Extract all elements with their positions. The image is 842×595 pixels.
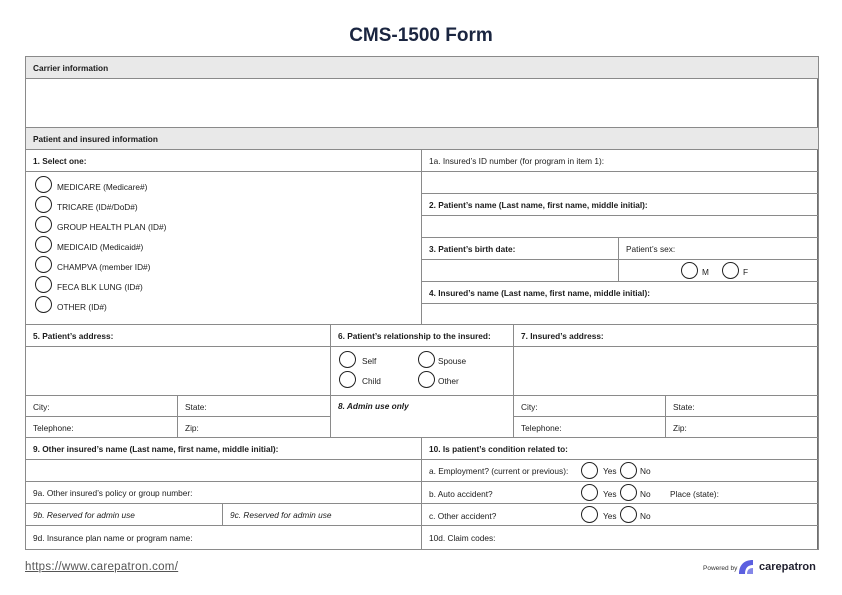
- item2-label: 2. Patient’s name (Last name, first name, middle initial):: [429, 200, 648, 210]
- item10d-label: 10d. Claim codes:: [429, 533, 496, 543]
- item1-label-cell: [25, 149, 422, 172]
- item10c-row: [421, 503, 819, 526]
- item10-label-cell: [421, 437, 819, 460]
- item5-label-cell: [25, 324, 331, 347]
- sex-f-radio[interactable]: [722, 262, 739, 279]
- medicare-radio[interactable]: [35, 176, 52, 193]
- item1-label: 1. Select one:: [33, 156, 87, 166]
- item1a-field[interactable]: [421, 171, 819, 194]
- item5-label: 5. Patient’s address:: [33, 331, 114, 341]
- patient-insured-header: [25, 127, 819, 150]
- item2-label-cell: [421, 193, 819, 216]
- patient-city-label: City:: [33, 402, 50, 412]
- sex-m-radio[interactable]: [681, 262, 698, 279]
- item10-label: 10. Is patient’s condition related to:: [429, 444, 568, 454]
- place-state-label: Place (state):: [670, 489, 719, 499]
- item10a-label: a. Employment? (current or previous):: [429, 466, 569, 476]
- patient-state-label: State:: [185, 402, 207, 412]
- item10b-label: b. Auto accident?: [429, 489, 493, 499]
- item10d-field[interactable]: [421, 525, 819, 550]
- item9b-label: 9b. Reserved for admin use: [33, 510, 135, 520]
- feca-blk-lung-label: FECA BLK LUNG (ID#): [57, 282, 143, 292]
- form-title: CMS-1500 Form: [349, 25, 493, 46]
- insured-zip-field[interactable]: [665, 416, 819, 438]
- item9c-cell: [222, 503, 422, 526]
- item3-label-cell: [421, 237, 619, 260]
- item8-label: 8. Admin use only: [338, 401, 409, 411]
- item7-field[interactable]: [513, 346, 819, 396]
- sex-options: [618, 259, 819, 282]
- champva-radio[interactable]: [35, 256, 52, 273]
- other-relationship-label: Other: [438, 376, 459, 386]
- medicare-label: MEDICARE (Medicare#): [57, 182, 148, 192]
- item9c-label: 9c. Reserved for admin use: [230, 510, 332, 520]
- carepatron-logo-icon: [736, 559, 756, 575]
- item10b-row: [421, 481, 819, 504]
- self-label: Self: [362, 356, 377, 366]
- website-link[interactable]: https://www.carepatron.com/: [25, 561, 179, 573]
- item4-label-cell: [421, 281, 819, 304]
- insured-telephone-field[interactable]: [513, 416, 666, 438]
- item1a-label: 1a. Insured’s ID number (for program in item 1):: [429, 156, 605, 166]
- spouse-radio[interactable]: [418, 351, 435, 368]
- patient-city-field[interactable]: [25, 395, 178, 417]
- medicaid-label: MEDICAID (Medicaid#): [57, 242, 144, 252]
- patient-insured-header-label: Patient and insured information: [33, 134, 158, 144]
- group-health-plan-radio[interactable]: [35, 216, 52, 233]
- item9d-label: 9d. Insurance plan name or program name:: [33, 533, 193, 543]
- other-program-label: OTHER (ID#): [57, 302, 107, 312]
- item9a-field[interactable]: [25, 481, 422, 504]
- item3-label: 3. Patient’s birth date:: [429, 244, 516, 254]
- patient-state-field[interactable]: [177, 395, 331, 417]
- item10c-label: c. Other accident?: [429, 511, 497, 521]
- item4-label: 4. Insured’s name (Last name, first name, middle initial):: [429, 288, 650, 298]
- child-radio[interactable]: [339, 371, 356, 388]
- other-accident-yes-radio[interactable]: [581, 506, 598, 523]
- patient-telephone-field[interactable]: [25, 416, 178, 438]
- auto-accident-no-radio[interactable]: [620, 484, 637, 501]
- item2-field[interactable]: [421, 215, 819, 238]
- insured-city-field[interactable]: [513, 395, 666, 417]
- auto-accident-yes-radio[interactable]: [581, 484, 598, 501]
- employment-no-label: No: [640, 466, 651, 476]
- sex-f-label: F: [743, 267, 749, 277]
- patient-telephone-label: Telephone:: [33, 423, 74, 433]
- insured-telephone-label: Telephone:: [521, 423, 562, 433]
- carepatron-brand: carepatron: [759, 561, 816, 573]
- item9-label-cell: [25, 437, 422, 460]
- item6-options: [330, 346, 514, 396]
- sex-label-cell: [618, 237, 819, 260]
- item3-field[interactable]: [421, 259, 619, 282]
- item6-label-cell: [330, 324, 514, 347]
- item6-label: 6. Patient’s relationship to the insured:: [338, 331, 491, 341]
- group-health-plan-label: GROUP HEALTH PLAN (ID#): [57, 222, 167, 232]
- self-radio[interactable]: [339, 351, 356, 368]
- tricare-radio[interactable]: [35, 196, 52, 213]
- sex-label: Patient’s sex:: [626, 244, 676, 254]
- item7-label: 7. Insured’s address:: [521, 331, 604, 341]
- item8-cell: [330, 395, 514, 438]
- other-accident-no-radio[interactable]: [620, 506, 637, 523]
- other-relationship-radio[interactable]: [418, 371, 435, 388]
- feca-blk-lung-radio[interactable]: [35, 276, 52, 293]
- employment-no-radio[interactable]: [620, 462, 637, 479]
- item9-field[interactable]: [25, 459, 422, 482]
- item4-field[interactable]: [421, 303, 819, 325]
- auto-accident-no-label: No: [640, 489, 651, 499]
- item9d-field[interactable]: [25, 525, 422, 550]
- tricare-label: TRICARE (ID#/DoD#): [57, 202, 138, 212]
- item7-label-cell: [513, 324, 819, 347]
- other-accident-yes-label: Yes: [603, 511, 617, 521]
- item9-label: 9. Other insured’s name (Last name, first name, middle initial):: [33, 444, 279, 454]
- carrier-field[interactable]: [25, 78, 819, 128]
- carrier-header: [25, 56, 819, 79]
- item1-options: [25, 171, 422, 325]
- employment-yes-label: Yes: [603, 466, 617, 476]
- carrier-header-label: Carrier information: [33, 63, 109, 73]
- item9a-label: 9a. Other insured’s policy or group number:: [33, 488, 193, 498]
- other-accident-no-label: No: [640, 511, 651, 521]
- spouse-label: Spouse: [438, 356, 467, 366]
- medicaid-radio[interactable]: [35, 236, 52, 253]
- employment-yes-radio[interactable]: [581, 462, 598, 479]
- insured-state-field[interactable]: [665, 395, 819, 417]
- patient-zip-field[interactable]: [177, 416, 331, 438]
- item5-field[interactable]: [25, 346, 331, 396]
- item1a-label-cell: [421, 149, 819, 172]
- child-label: Child: [362, 376, 381, 386]
- patient-zip-label: Zip:: [185, 423, 199, 433]
- insured-city-label: City:: [521, 402, 538, 412]
- auto-accident-yes-label: Yes: [603, 489, 617, 499]
- form-grid: [25, 56, 818, 550]
- champva-label: CHAMPVA (member ID#): [57, 262, 151, 272]
- insured-state-label: State:: [673, 402, 695, 412]
- insured-zip-label: Zip:: [673, 423, 687, 433]
- powered-by-label: Powered by: [703, 565, 738, 572]
- other-program-radio[interactable]: [35, 296, 52, 313]
- item10a-row: [421, 459, 819, 482]
- item9b-cell: [25, 503, 223, 526]
- sex-m-label: M: [702, 267, 709, 277]
